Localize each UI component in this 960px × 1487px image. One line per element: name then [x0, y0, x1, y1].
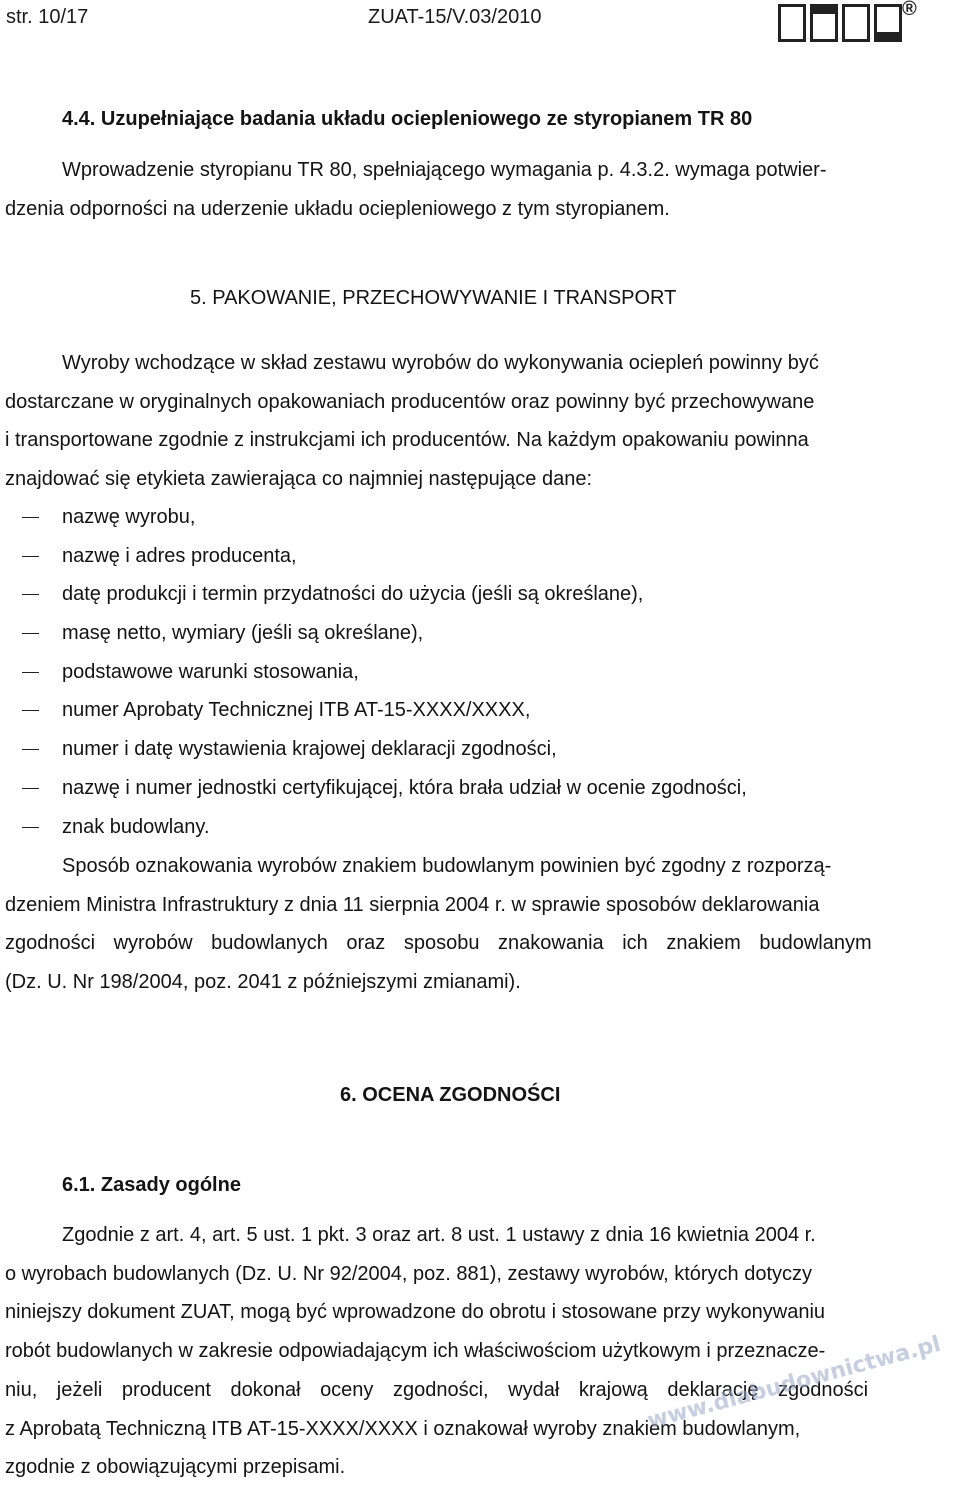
- section-6-1-paragraph: [5, 1216, 925, 1487]
- dash-icon: [22, 633, 39, 634]
- section-6-1-heading: 6.1. Zasady ogólne: [62, 1174, 241, 1196]
- dash-icon: [22, 672, 39, 673]
- itb-logo: [778, 0, 918, 46]
- paragraph-line: dostarczane w oryginalnych opakowaniach producentów oraz powinny być przechowywane: [5, 390, 815, 413]
- dash-icon: [22, 749, 39, 750]
- paragraph-line: dzenia odporności na uderzenie układu ociepleniowego z tym styropianem.: [5, 197, 670, 220]
- watermark-text: www.dlabudownictwa.pl: [645, 1331, 944, 1435]
- paragraph-line: znajdować się etykieta zawierająca co najmniej następujące dane:: [5, 468, 593, 491]
- paragraph-line: Wprowadzenie styropianu TR 80, spełniającego wymagania p. 4.3.2. wymaga potwier-: [62, 159, 827, 181]
- list-item-text: nazwę wyrobu,: [62, 506, 196, 528]
- logo-block-1: [778, 4, 806, 42]
- registered-mark: ®: [902, 0, 917, 20]
- section-4-4-heading: 4.4. Uzupełniające badania układu ociepleniowego ze styropianem TR 80: [62, 108, 753, 130]
- list-item-text: nazwę i adres producenta,: [62, 544, 297, 567]
- document-code: ZUAT-15/V.03/2010: [368, 6, 542, 28]
- list-item-text: podstawowe warunki stosowania,: [62, 660, 359, 683]
- list-item: [0, 575, 940, 614]
- list-item-text: masę netto, wymiary (jeśli są określane),: [62, 622, 424, 645]
- paragraph-line: z Aprobatą Techniczną ITB AT-15-XXXX/XXXX i oznakował wyroby znakiem budowlanym,: [5, 1417, 801, 1440]
- dash-icon: [22, 827, 39, 828]
- logo-block-4: [874, 4, 902, 42]
- list-item: [0, 730, 940, 769]
- paragraph-line: i transportowane zgodnie z instrukcjami ich producentów. Na każdym opakowaniu powinna: [5, 429, 809, 452]
- paragraph-line: niu, jeżeli producent dokonał oceny zgodności, wydał krajową deklarację zgodności: [5, 1378, 869, 1401]
- dash-icon: [22, 594, 39, 595]
- paragraph-line: o wyrobach budowlanych (Dz. U. Nr 92/2004, poz. 881), zestawy wyrobów, których dotyczy: [5, 1262, 813, 1285]
- list-item: [0, 691, 940, 730]
- paragraph-line: Sposób oznakowania wyrobów znakiem budowlanym powinien być zgodny z rozporzą-: [62, 855, 832, 877]
- paragraph-line: (Dz. U. Nr 198/2004, poz. 2041 z późniejszymi zmianami).: [5, 971, 521, 994]
- paragraph-line: Wyroby wchodzące w skład zestawu wyrobów do wykonywania ociepleń powinny być: [62, 352, 819, 374]
- paragraph-line: zgodności wyrobów budowlanych oraz sposobu znakowania ich znakiem budowlanym: [5, 932, 872, 955]
- paragraph-line: zgodnie z obowiązującymi przepisami.: [5, 1456, 346, 1479]
- section-5-paragraph: [5, 344, 925, 499]
- list-item: [0, 537, 940, 576]
- label-data-list: [0, 498, 940, 846]
- paragraph-line: dzeniem Ministra Infrastruktury z dnia 11 sierpnia 2004 r. w sprawie sposobów deklarowania: [5, 893, 820, 916]
- dash-icon: [22, 710, 39, 711]
- list-item: [0, 769, 940, 808]
- paragraph-line: niniejszy dokument ZUAT, mogą być wprowadzone do obrotu i stosowane przy wykonywaniu: [5, 1301, 826, 1324]
- list-item-text: datę produkcji i termin przydatności do użycia (jeśli są określane),: [62, 583, 644, 606]
- paragraph-line: Zgodnie z art. 4, art. 5 ust. 1 pkt. 3 oraz art. 8 ust. 1 ustawy z dnia 16 kwietnia 2004 r.: [62, 1224, 816, 1246]
- list-item: [0, 653, 940, 692]
- list-item: [0, 614, 940, 653]
- logo-block-3: [842, 4, 870, 42]
- section-5-heading: 5. PAKOWANIE, PRZECHOWYWANIE I TRANSPORT: [190, 287, 677, 309]
- list-item-text: numer i datę wystawienia krajowej deklaracji zgodności,: [62, 738, 557, 761]
- list-item: [0, 498, 940, 537]
- paragraph-line: robót budowlanych w zakresie odpowiadającym ich właściwościom użytkowym i przeznacze-: [5, 1340, 826, 1363]
- dash-icon: [22, 788, 39, 789]
- page-number: str. 10/17: [6, 6, 89, 28]
- dash-icon: [22, 517, 39, 518]
- section-6-heading: 6. OCENA ZGODNOŚCI: [340, 1084, 561, 1106]
- list-item-text: numer Aprobaty Technicznej ITB AT-15-XXXX/XXXX,: [62, 699, 531, 722]
- list-item: [0, 808, 940, 847]
- marking-paragraph: [5, 847, 925, 1002]
- dash-icon: [22, 556, 39, 557]
- section-4-4-paragraph: [5, 151, 925, 228]
- list-item-text: znak budowlany.: [62, 815, 210, 838]
- logo-block-2: [810, 4, 838, 42]
- list-item-text: nazwę i numer jednostki certyfikującej, która brała udział w ocenie zgodności,: [62, 776, 747, 799]
